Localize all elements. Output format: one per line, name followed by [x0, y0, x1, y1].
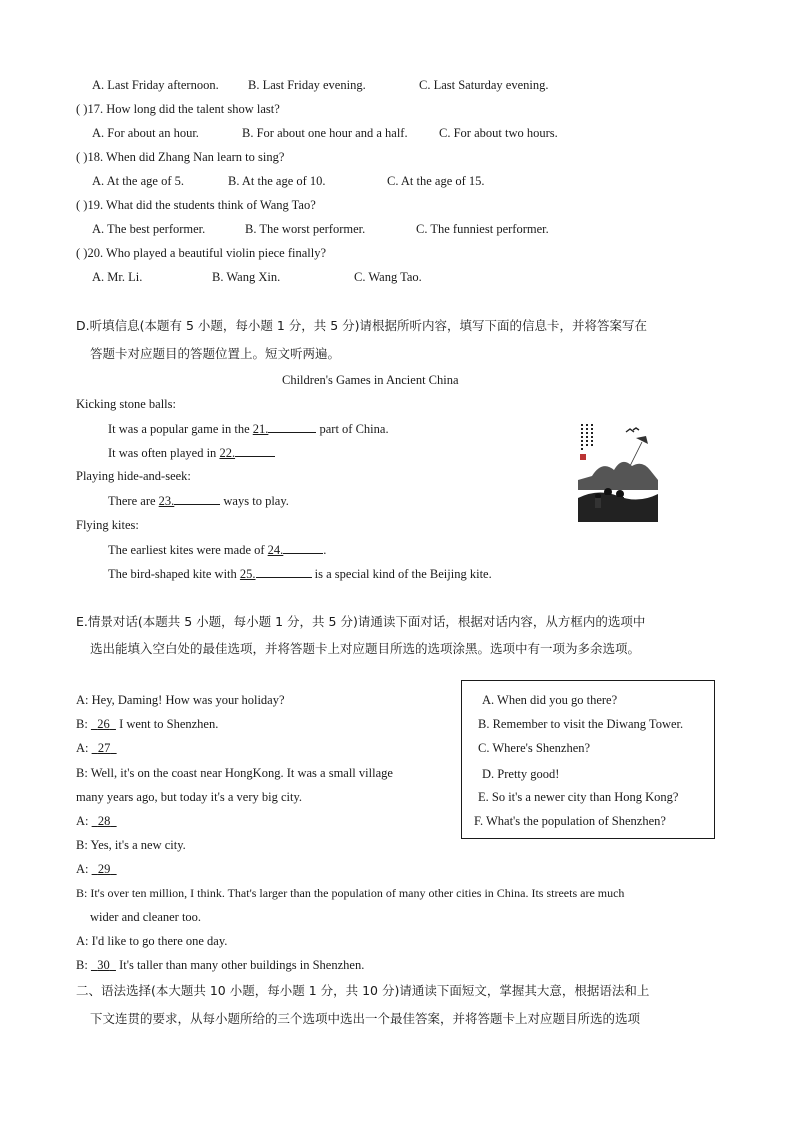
kicking-stone-balls-label: Kicking stone balls: — [76, 397, 176, 411]
kite-flying-illustration — [578, 418, 658, 522]
q19-option-b: B. The worst performer. — [245, 222, 366, 236]
blank-23[interactable] — [174, 492, 220, 505]
blank-27-number: 27 — [97, 741, 111, 755]
dialog-line-2-text: I went to Shenzhen. — [115, 717, 219, 731]
dialog-line-8 — [76, 861, 117, 877]
option-a: A. When did you go there? — [482, 693, 618, 707]
blank-26-number: 26 — [97, 717, 110, 731]
info-line-23-text: There are — [108, 494, 159, 508]
blank-23-number: 23. — [158, 494, 175, 508]
dialog-line-6 — [76, 813, 117, 829]
section-d-heading-line2: 答题卡对应题目的答题位置上。短文听两遍。 — [90, 346, 341, 361]
dialog-line-9: B: It's over ten million, I think. That's larger than the population of many other cities in China. Its streets are much — [76, 886, 625, 900]
info-line-24 — [108, 541, 326, 558]
q16-option-b: B. Last Friday evening. — [248, 78, 366, 92]
info-line-25 — [108, 565, 492, 582]
info-line-25-text-end: is a special kind of the Beijing kite. — [311, 567, 492, 581]
q18-option-c: C. At the age of 15. — [387, 174, 485, 188]
info-line-22-text: It was often played in — [108, 446, 220, 460]
dialog-line-5: many years ago, but today it's a very big city. — [76, 790, 303, 804]
section-d-heading-line1: D.听填信息(本题有 5 小题，每小题 1 分，共 5 分)请根据所听内容，填写下面的信息卡，并将答案写在 — [76, 318, 648, 333]
dialog-line-11: A: I'd like to go there one day. — [76, 934, 228, 948]
blank-30-number: 30 — [97, 958, 110, 972]
dialog-line-12 — [76, 957, 364, 973]
option-d: D. Pretty good! — [482, 767, 560, 781]
blank-26[interactable] — [91, 717, 116, 731]
option-e: E. So it's a newer city than Hong Kong? — [478, 790, 679, 804]
blank-28[interactable] — [92, 814, 117, 828]
dialog-speaker-a: A: — [76, 814, 92, 828]
blank-24-number: 24. — [267, 543, 284, 557]
blank-21[interactable] — [268, 420, 316, 433]
q17-option-b: B. For about one hour and a half. — [242, 126, 408, 140]
blank-22-number: 22. — [219, 446, 236, 460]
dialog-line-10: wider and cleaner too. — [90, 910, 202, 924]
q17-option-c: C. For about two hours. — [439, 126, 558, 140]
info-line-24-text-end: . — [323, 543, 327, 557]
q18-option-b: B. At the age of 10. — [228, 174, 326, 188]
section-e-heading-line2: 选出能填入空白处的最佳选项，并将答题卡上对应题目所选的选项涂黑。选项中有一项为多余选项。 — [90, 641, 641, 656]
dialog-speaker-b: B: — [76, 958, 91, 972]
blank-29[interactable] — [92, 862, 117, 876]
info-line-24-text: The earliest kites were made of — [108, 543, 268, 557]
info-line-21-text-end: part of China. — [316, 422, 389, 436]
blank-21-number: 21. — [252, 422, 269, 436]
q20-option-b: B. Wang Xin. — [212, 270, 281, 284]
q17-stem: ( )17. How long did the talent show last? — [76, 102, 280, 116]
option-b: B. Remember to visit the Diwang Tower. — [478, 717, 684, 731]
info-line-21 — [108, 420, 389, 437]
blank-25-number: 25. — [239, 567, 256, 581]
info-line-21-text: It was a popular game in the — [108, 422, 253, 436]
blank-29-number: 29 — [97, 862, 111, 876]
q18-option-a: A. At the age of 5. — [92, 174, 184, 188]
dialog-speaker-a: A: — [76, 741, 92, 755]
option-c: C. Where's Shenzhen? — [478, 741, 591, 755]
q18-stem: ( )18. When did Zhang Nan learn to sing? — [76, 150, 285, 164]
blank-22[interactable] — [235, 444, 275, 457]
section-e-heading-line1: E.情景对话(本题共 5 小题，每小题 1 分，共 5 分)请通读下面对话，根据对话内容，从方框内的选项中 — [76, 614, 646, 629]
hide-and-seek-label: Playing hide-and-seek: — [76, 469, 191, 483]
q19-stem: ( )19. What did the students think of Wang Tao? — [76, 198, 316, 212]
info-line-23 — [108, 492, 289, 509]
info-card-title: Children's Games in Ancient China — [282, 373, 459, 387]
info-line-25-text: The bird-shaped kite with — [108, 567, 240, 581]
q16-option-c: C. Last Saturday evening. — [419, 78, 549, 92]
q16-option-a: A. Last Friday afternoon. — [92, 78, 219, 92]
dialog-line-7: B: Yes, it's a new city. — [76, 838, 186, 852]
dialog-line-12-text: It's taller than many other buildings in Shenzhen. — [115, 958, 365, 972]
section-2-heading-line1: 二、语法选择(本大题共 10 小题，每小题 1 分，共 10 分)请通读下面短文，掌握其大意，根据语法和上 — [76, 983, 650, 998]
dialog-line-1: A: Hey, Daming! How was your holiday? — [76, 693, 285, 707]
flying-kites-label: Flying kites: — [76, 518, 139, 532]
q20-stem: ( )20. Who played a beautiful violin piece finally? — [76, 246, 327, 260]
blank-27[interactable] — [92, 741, 117, 755]
q19-option-c: C. The funniest performer. — [416, 222, 549, 236]
dialog-speaker-b: B: — [76, 717, 91, 731]
q17-option-a: A. For about an hour. — [92, 126, 199, 140]
dialog-line-3 — [76, 740, 117, 756]
dialog-speaker-a: A: — [76, 862, 92, 876]
blank-24[interactable] — [283, 541, 323, 554]
q20-option-a: A. Mr. Li. — [92, 270, 143, 284]
info-line-23-text-end: ways to play. — [220, 494, 289, 508]
q19-option-a: A. The best performer. — [92, 222, 206, 236]
blank-28-number: 28 — [97, 814, 111, 828]
option-f: F. What's the population of Shenzhen? — [474, 814, 666, 828]
blank-30[interactable] — [91, 958, 116, 972]
dialog-line-4: B: Well, it's on the coast near HongKong. It was a small village — [76, 766, 393, 780]
section-2-heading-line2: 下文连贯的要求，从每小题所给的三个选项中选出一个最佳答案，并将答题卡上对应题目所选的选项 — [90, 1011, 641, 1026]
info-line-22 — [108, 444, 275, 461]
q20-option-c: C. Wang Tao. — [354, 270, 422, 284]
blank-25[interactable] — [256, 565, 312, 578]
dialog-line-2 — [76, 716, 218, 732]
